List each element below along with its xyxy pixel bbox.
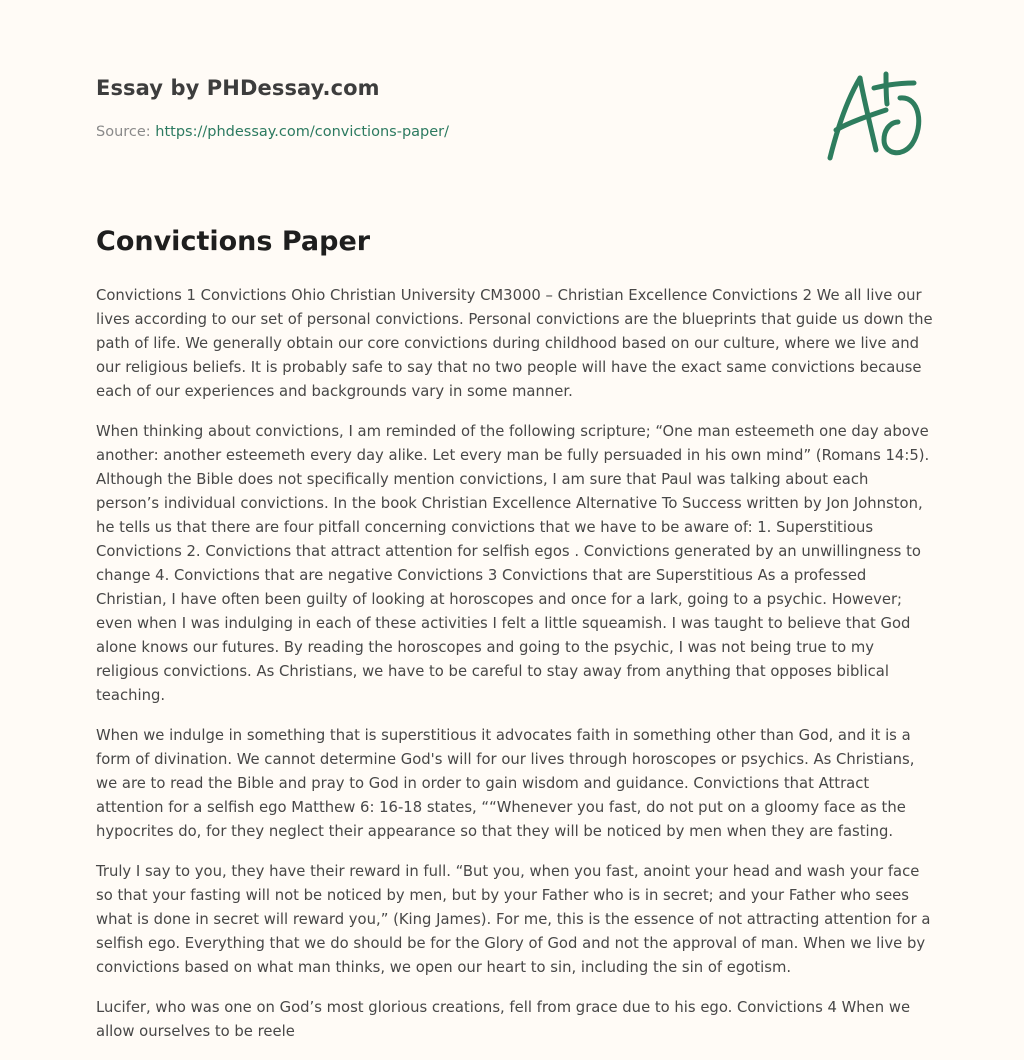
- paragraph: Lucifer, who was one on God’s most glorious creations, fell from grace due to his ego. Convictions 4 When we allow ourselves to be reele: [96, 999, 911, 1040]
- a-plus-logo-icon: [820, 66, 930, 166]
- source-label: Source:: [96, 124, 151, 140]
- document-title: Convictions Paper: [96, 226, 371, 257]
- paragraph: When we indulge in something that is superstitious it advocates faith in something other than God, and it is a form of divination. We cannot determine God's will for our lives through horoscopes or psychics. As Christians, we are to read the Bible and pray to God in order to gain wisdom and guidance. Convictions that Attract attention for a selfish ego Matthew 6: 16-18 states, ““Whenever you fast, do not put on a gloomy face as the hypocrites do, for they neglect their appearance so that they will be noticed by men when they are fasting.: [96, 727, 915, 840]
- a-plus-logo: [820, 66, 930, 166]
- essay-content: [96, 284, 936, 1060]
- paragraph: When thinking about convictions, I am reminded of the following scripture; “One man esteemeth one day above another: another esteemeth every day alike. Let every man be fully persuaded in his own mind” (Romans 14:5). Although the Bible does not specifically mention convictions, I am sure that Paul was talking about each person’s individual convictions. In the book Christian Excellence Alternative To Success written by Jon Johnston, he tells us that there are four pitfall concerning convictions that we have to be aware of: 1. Superstitious Convictions 2. Convictions that attract attention for selfish egos . Convictions generated by an unwillingness to change 4. Convictions that are negative Convictions 3 Convictions that are Superstitious As a professed Christian, I have often been guilty of looking at horoscopes and once for a lark, going to a psychic. However; even when I was indulging in each of these activities I felt a little squeamish. I was taught to believe that God alone knows our futures. By reading the horoscopes and going to the psychic, I was not being true to my religious convictions. As Christians, we have to be careful to stay away from anything that opposes biblical teaching.: [96, 423, 930, 704]
- site-title: Essay by PHDessay.com: [96, 76, 380, 100]
- paragraph: Convictions 1 Convictions Ohio Christian University CM3000 – Christian Excellence Convictions 2 We all live our lives according to our set of personal convictions. Personal convictions are the blueprints that guide us down the path of life. We generally obtain our core convictions during childhood based on our culture, where we live and our religious beliefs. It is probably safe to say that no two people will have the exact same convictions because each of our experiences and backgrounds vary in some manner.: [96, 287, 933, 400]
- source-line: [96, 124, 449, 140]
- paragraph: Truly I say to you, they have their reward in full. “But you, when you fast, anoint your head and wash your face so that your fasting will not be noticed by men, but by your Father who is in secret; and your Father who sees what is done in secret will reward you,” (King James). For me, this is the essence of not attracting attention for a selfish ego. Everything that we do should be for the Glory of God and not the approval of man. When we live by convictions based on what man thinks, we open our heart to sin, including the sin of egotism.: [96, 863, 931, 976]
- source-link[interactable]: https://phdessay.com/convictions-paper/: [155, 124, 449, 140]
